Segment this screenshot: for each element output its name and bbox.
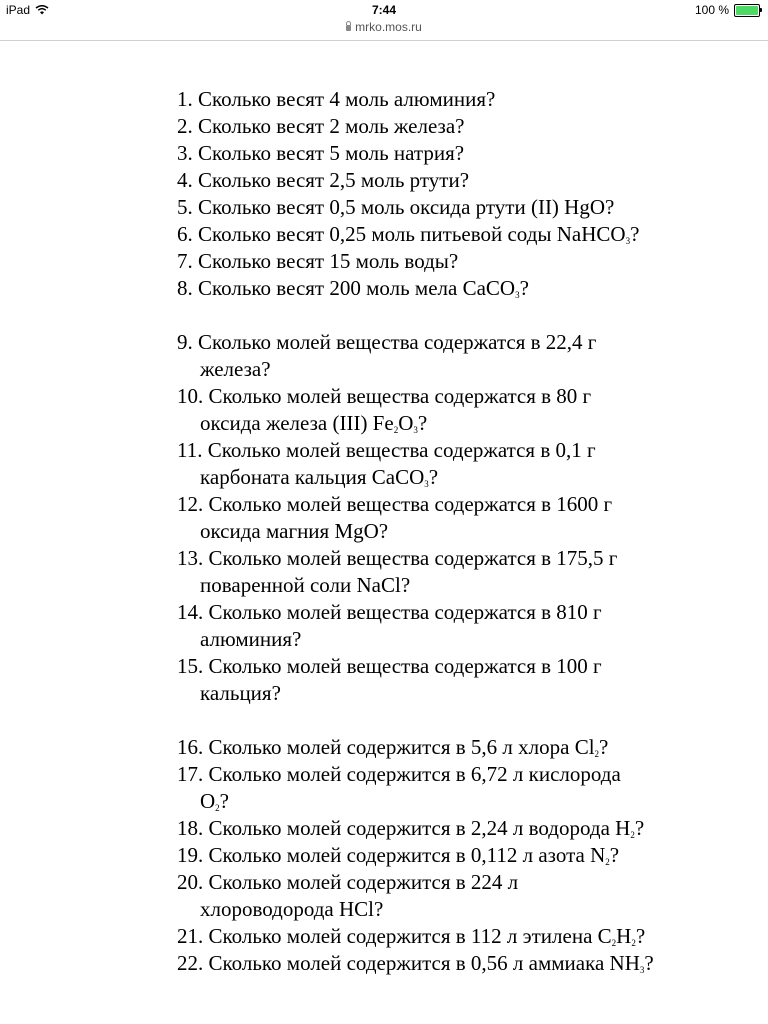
battery-percent: 100 %	[694, 3, 729, 17]
question-18: 18. Сколько молей содержится в 2,24 л водорода $H_2$?	[177, 816, 645, 840]
question-3: 3. Сколько весят 5 моль натрия?	[177, 141, 465, 165]
status-bar	[0, 0, 768, 20]
battery-fill	[736, 6, 758, 15]
battery-icon	[734, 4, 760, 17]
question-15: 15. Сколько молей вещества содержатся в 100 г кальция?	[177, 654, 602, 705]
device-name: iPad	[6, 3, 31, 17]
toolbar-divider	[0, 40, 768, 41]
question-12: 12. Сколько молей вещества содержатся в 1600 г оксида магния MgO?	[177, 492, 613, 543]
lock-icon	[346, 25, 351, 31]
question-11: 11. Сколько молей вещества содержатся в 0,1 г карбоната кальция CaCO$_3$?	[177, 438, 596, 489]
address-bar[interactable]	[0, 20, 768, 38]
section-gap	[177, 707, 762, 734]
status-right	[695, 3, 760, 17]
question-5: 5. Сколько весят 0,5 моль оксида ртути (II) HgO?	[177, 195, 615, 219]
question-19: 19. Сколько молей содержится в 0,112 л азота $N_2$?	[177, 843, 620, 867]
section-gap	[177, 302, 762, 329]
question-4: 4. Сколько весят 2,5 моль ртути?	[177, 168, 470, 192]
question-8: 8. Сколько весят 200 моль мела CaCO$_3$?	[177, 276, 529, 300]
question-16: 16. Сколько молей содержится в 5,6 л хлора $Cl_2$?	[177, 735, 609, 759]
question-17: 17. Сколько молей содержится в 6,72 л кислорода $O_2$?	[177, 762, 621, 813]
question-13: 13. Сколько молей вещества содержатся в 175,5 г поваренной соли NaCl?	[177, 546, 618, 597]
question-1: 1. Сколько весят 4 моль алюминия?	[177, 87, 496, 111]
question-21: 21. Сколько молей содержится в 112 л этилена $C_2H_2$?	[177, 924, 646, 948]
question-6: 6. Сколько весят 0,25 моль питьевой соды NaHCO$_3$?	[177, 222, 640, 246]
question-14: 14. Сколько молей вещества содержатся в 810 г алюминия?	[177, 600, 602, 651]
question-9: 9. Сколько молей вещества содержатся в 22,4 г железа?	[177, 330, 597, 381]
clock: 7:44	[371, 3, 397, 17]
question-list	[177, 86, 762, 977]
question-22: 22. Сколько молей содержится в 0,56 л аммиака $NH_3$?	[177, 951, 654, 975]
url-text[interactable]: mrko.mos.ru	[355, 20, 422, 34]
question-2: 2. Сколько весят 2 моль железа?	[177, 114, 465, 138]
question-7: 7. Сколько весят 15 моль воды?	[177, 249, 459, 273]
question-10: 10. Сколько молей вещества содержатся в 80 г оксида железа (III) $Fe_2O_3$?	[177, 384, 592, 435]
question-20: 20. Сколько молей содержится в 224 л хлороводорода HCl?	[177, 870, 519, 921]
